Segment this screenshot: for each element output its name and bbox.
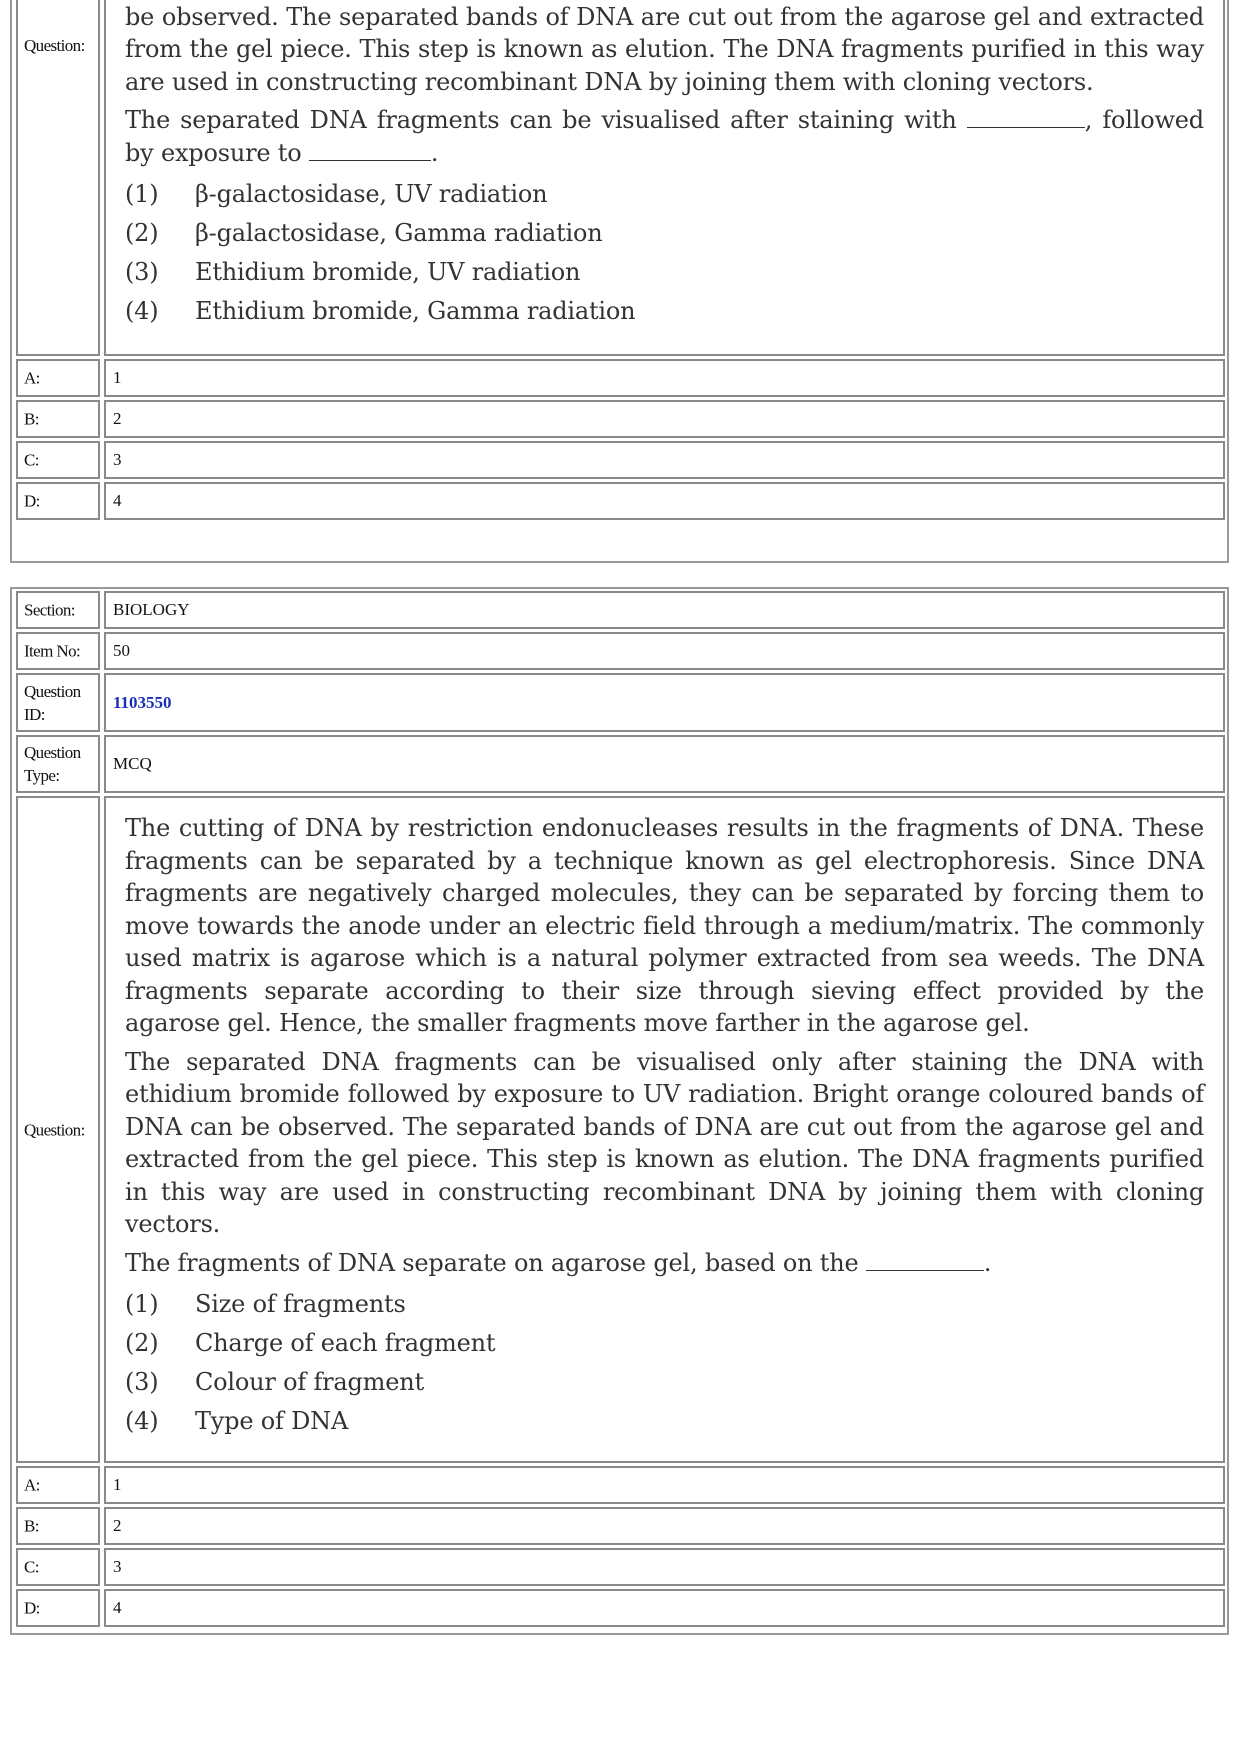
answer-value: 1 [113, 368, 122, 387]
option-1 [125, 1285, 1204, 1324]
question-id-row [16, 673, 1225, 732]
answer-value: 3 [113, 1557, 122, 1576]
answer-label-cell [16, 1507, 100, 1545]
answer-row-a [16, 359, 1225, 397]
option-text: Type of DNA [195, 1407, 349, 1436]
answer-label-cell [16, 1548, 100, 1586]
answer-value-cell [104, 1466, 1225, 1504]
answer-row-c [16, 441, 1225, 479]
question-label: Question: [24, 1120, 85, 1139]
question-id-value: 1103550 [113, 692, 172, 712]
option-text: β-galactosidase, UV radiation [195, 180, 548, 209]
question-type-value: MCQ [113, 754, 152, 773]
question-block-prev [10, 0, 1229, 563]
question-body [125, 0, 1204, 331]
question-id-label-cell [16, 673, 100, 732]
question-label-cell [16, 0, 100, 356]
answer-label-cell [16, 441, 100, 479]
option-number: (1) [125, 180, 159, 209]
section-label: Section: [24, 600, 75, 620]
answer-blank [866, 1269, 984, 1271]
section-value: BIOLOGY [113, 600, 190, 619]
option-number: (3) [125, 258, 159, 287]
option-2 [125, 214, 1204, 253]
answer-label: A: [24, 1475, 40, 1495]
label-line: Type: [24, 766, 60, 785]
question-type-row [16, 735, 1225, 793]
question-type-label-cell [16, 735, 100, 793]
question-body [125, 812, 1204, 1441]
answer-value: 4 [113, 491, 122, 510]
question-row [16, 0, 1225, 356]
item-no-value-cell [104, 632, 1225, 670]
stem-text: The fragments of DNA separate on agarose gel, based on the [125, 1248, 859, 1277]
answer-value: 3 [113, 450, 122, 469]
answer-value-cell [104, 1507, 1225, 1545]
option-number: (4) [125, 297, 159, 326]
section-value-cell [104, 591, 1225, 629]
answer-label-cell [16, 482, 100, 520]
question-paragraph: The cutting of DNA by restriction endonucleases results in the fragments of DNA. These fragments can be separated by a technique known as gel electrophoresis. Since DNA fragments are negatively charged molecules, they can be separated by forcing them to move towards the anode under an electric field through a medium/matrix. The commonly used matrix is agarose which is a natural polymer extracted from sea weeds. The DNA fragments separate according to their size through sieving effect provided by the agarose gel. Hence, the smaller fragments move farther in the agarose gel. [125, 814, 1204, 1037]
option-number: (1) [125, 1290, 159, 1319]
stem-text: . [983, 1248, 992, 1277]
question-stem [125, 1247, 1204, 1280]
label-line: Question [24, 743, 81, 762]
answer-blank [967, 126, 1085, 128]
answer-label-cell [16, 1589, 100, 1627]
option-text: β-galactosidase, Gamma radiation [195, 219, 603, 248]
label-line: ID: [24, 704, 45, 724]
answer-blank [309, 159, 431, 161]
question-row [16, 796, 1225, 1463]
answer-label: D: [24, 1598, 40, 1618]
item-no-value: 50 [113, 641, 130, 660]
answer-value: 1 [113, 1475, 122, 1494]
option-2 [125, 1324, 1204, 1363]
item-no-label-cell [16, 632, 100, 670]
question-type-label [24, 741, 81, 787]
question-paragraph: The separated DNA fragments can be visualised only after staining the DNA with ethidium bromide followed by exposure to UV radiation. Bright orange coloured bands of DNA can be observed. The separated bands of DNA are cut out from the agarose gel and extracted from the gel piece. This step is known as elution. The DNA fragments purified in this way are used in constructing recombinant DNA by joining them with cloning vectors. [125, 1047, 1204, 1238]
answer-value-cell [104, 1548, 1225, 1586]
answer-row-d [16, 482, 1225, 520]
answer-value-cell [104, 1589, 1225, 1627]
answer-label: C: [24, 450, 39, 470]
answer-row-a [16, 1466, 1225, 1504]
question-id-label [24, 680, 81, 726]
answer-row-b [16, 1507, 1225, 1545]
answer-label-cell [16, 359, 100, 397]
answer-label: A: [24, 368, 40, 388]
answer-row-c [16, 1548, 1225, 1586]
section-label-cell [16, 591, 100, 629]
stem-text: The separated DNA fragments can be visualised after staining with [125, 106, 957, 134]
item-no-label: Item No: [24, 641, 81, 661]
answer-value-cell [104, 359, 1225, 397]
stem-text: by exposure to [125, 138, 302, 167]
option-text: Charge of each fragment [195, 1329, 496, 1358]
question-text-cell [104, 0, 1225, 356]
option-number: (4) [125, 1407, 159, 1436]
question-text-cell [104, 796, 1225, 1463]
item-no-row [16, 632, 1225, 670]
answer-value: 2 [113, 1516, 122, 1535]
question-block [10, 587, 1229, 1635]
option-number: (3) [125, 1368, 159, 1397]
answer-row-d [16, 1589, 1225, 1627]
answer-row-b [16, 400, 1225, 438]
answer-label-cell [16, 1466, 100, 1504]
option-3 [125, 253, 1204, 292]
answer-label: B: [24, 409, 39, 429]
question-type-value-cell [104, 735, 1225, 793]
question-label: Question: [24, 36, 85, 55]
answer-value-cell [104, 482, 1225, 520]
answer-value: 4 [113, 1598, 122, 1617]
option-text: Size of fragments [195, 1290, 406, 1319]
option-text: Colour of fragment [195, 1368, 424, 1397]
answer-label: C: [24, 1557, 39, 1577]
answer-value-cell [104, 400, 1225, 438]
option-text: Ethidium bromide, UV radiation [195, 258, 581, 287]
option-1 [125, 175, 1204, 214]
option-text: Ethidium bromide, Gamma radiation [195, 297, 636, 326]
answer-value: 2 [113, 409, 122, 428]
option-4 [125, 292, 1204, 331]
question-id-value-cell [104, 673, 1225, 732]
label-line: Question [24, 681, 81, 701]
question-label-cell [16, 796, 100, 1463]
answer-label: B: [24, 1516, 39, 1536]
option-number: (2) [125, 1329, 159, 1358]
stem-text: , followed [1084, 106, 1204, 134]
option-4 [125, 1402, 1204, 1441]
section-row [16, 591, 1225, 629]
answer-label-cell [16, 400, 100, 438]
question-stem [125, 104, 1204, 169]
option-number: (2) [125, 219, 159, 248]
answer-label: D: [24, 491, 40, 511]
option-3 [125, 1363, 1204, 1402]
answer-value-cell [104, 441, 1225, 479]
stem-text: . [430, 138, 439, 167]
question-paragraph: be observed. The separated bands of DNA are cut out from the agarose gel and extracted from the gel piece. This step is known as elution. The DNA fragments purified in this way are used in constructing recombinant DNA by joining them with cloning vectors. [125, 2, 1204, 96]
